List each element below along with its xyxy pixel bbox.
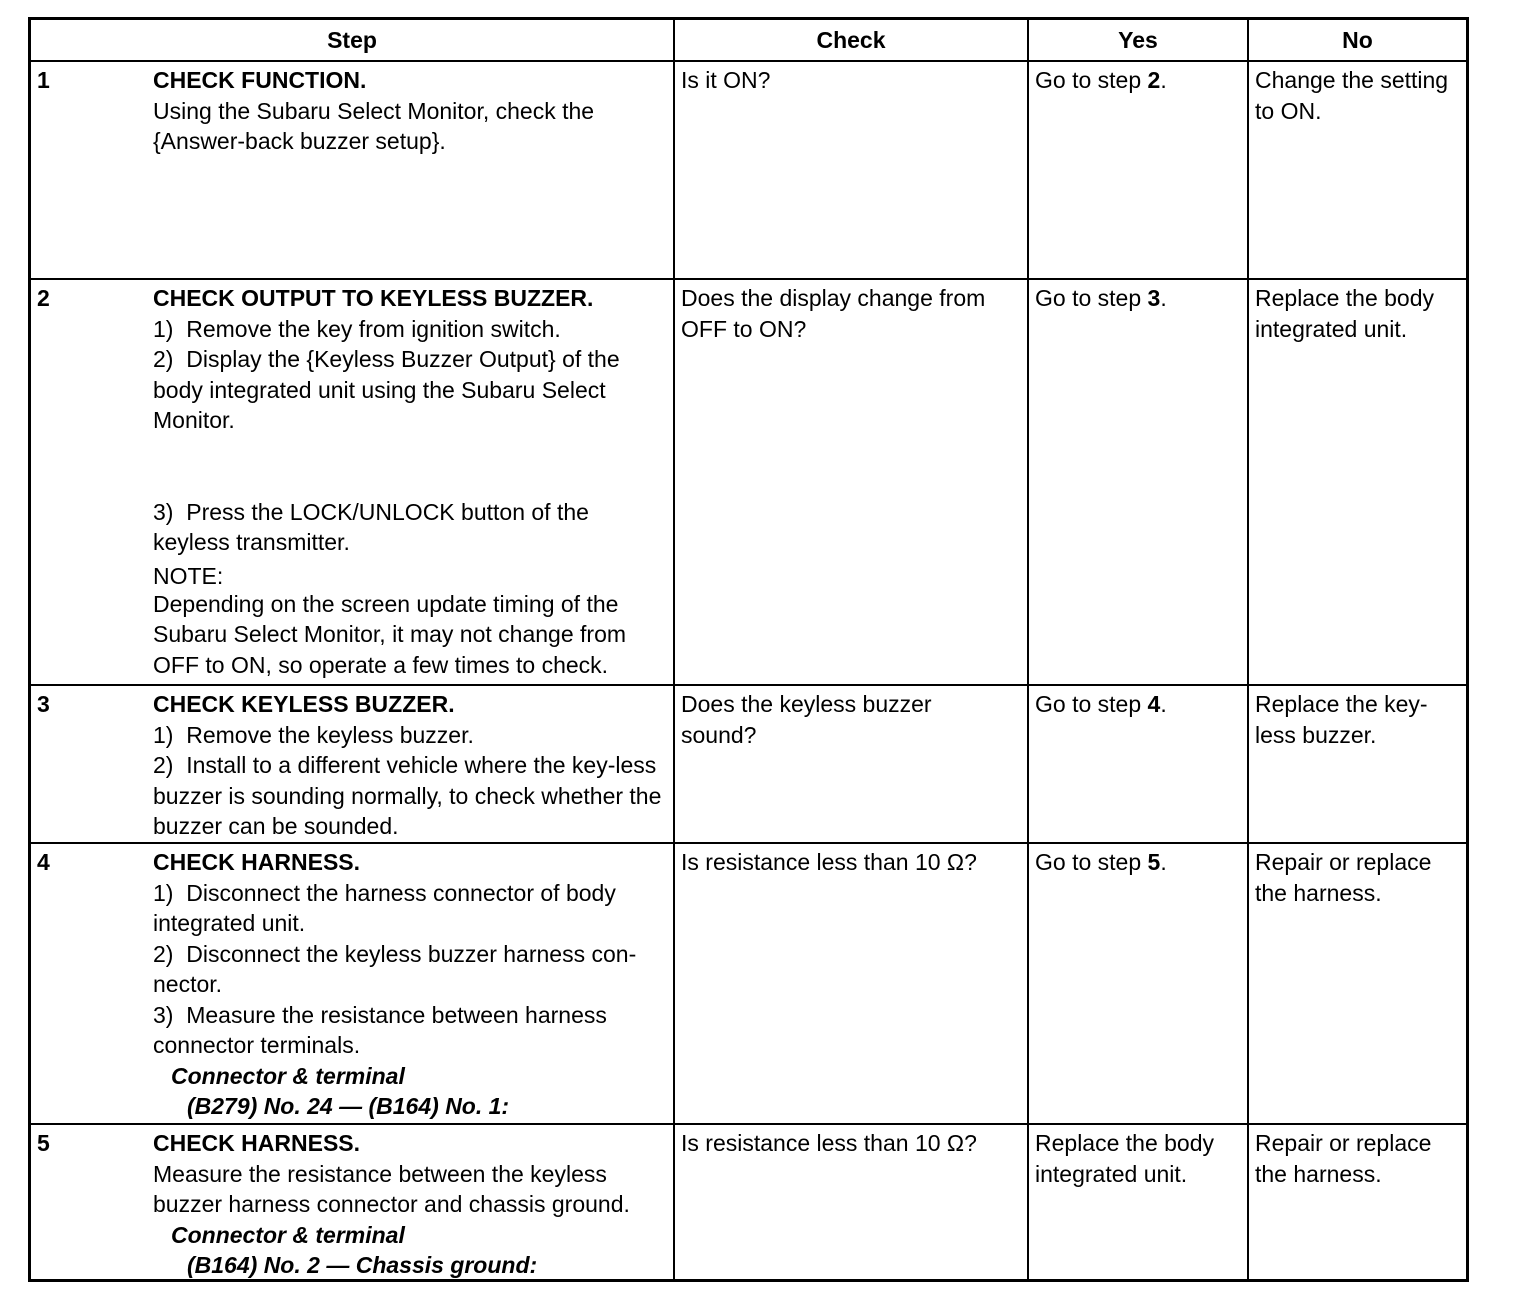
step-instruction: 2) Display the {Keyless Buzzer Output} of the body integrated unit using the Subaru Select Monitor.: [153, 346, 620, 433]
step-title: CHECK HARNESS.: [153, 1130, 361, 1156]
check-question: Does the display change from OFF to ON?: [674, 279, 1028, 685]
step-title: CHECK FUNCTION.: [153, 67, 367, 93]
no-action: Replace the body integrated unit.: [1248, 279, 1466, 685]
step-number: 3: [31, 685, 153, 843]
yes-action: [1028, 279, 1248, 685]
step-instruction: Using the Subaru Select Monitor, check the {Answer-back buzzer setup}.: [153, 97, 595, 154]
diagnostic-table: [31, 20, 1466, 1281]
yes-action: [1028, 685, 1248, 843]
no-action: Replace the key-less buzzer.: [1248, 685, 1466, 843]
step-description: [153, 843, 674, 1124]
step-instruction: 2) Disconnect the keyless buzzer harness con-nector.: [153, 940, 637, 997]
step-description: [153, 1124, 674, 1281]
step-description: [153, 279, 674, 685]
table-row-step-1: [31, 61, 1466, 279]
header-yes: Yes: [1028, 20, 1248, 61]
yes-suffix: .: [1160, 285, 1167, 311]
yes-suffix: .: [1160, 849, 1167, 875]
step-description: [153, 61, 674, 279]
check-question: Is resistance less than 10 Ω?: [674, 1124, 1028, 1281]
yes-action: [1028, 61, 1248, 279]
yes-action: Replace the body integrated unit.: [1028, 1124, 1248, 1281]
step-instruction: 1) Remove the keyless buzzer.: [153, 721, 474, 748]
yes-prefix: Go to step: [1035, 67, 1148, 93]
step-title: CHECK KEYLESS BUZZER.: [153, 691, 455, 717]
no-action: Change the setting to ON.: [1248, 61, 1466, 279]
yes-step-link: 3: [1147, 285, 1161, 311]
header-row: [31, 20, 1466, 61]
header-check: Check: [674, 20, 1028, 61]
connector-label: Connector & terminal: [171, 1062, 405, 1089]
yes-step-link: 5: [1147, 849, 1161, 875]
step-instruction: 2) Install to a different vehicle where the key-less buzzer is sounding normally, to check whether the buzzer can be sounded.: [153, 752, 662, 839]
spacer: [153, 436, 669, 497]
yes-prefix: Go to step: [1035, 285, 1148, 311]
check-question: Is it ON?: [674, 61, 1028, 279]
step-instruction: 3) Measure the resistance between harness connector terminals.: [153, 1001, 607, 1058]
yes-suffix: .: [1160, 691, 1167, 717]
step-title: CHECK HARNESS.: [153, 849, 361, 875]
step-instruction: 3) Press the LOCK/UNLOCK button of the keyless transmitter.: [153, 498, 589, 555]
connector-terminal-value: (B164) No. 2 — Chassis ground:: [187, 1252, 538, 1278]
step-description: [153, 685, 674, 843]
note-text: Depending on the screen update timing of the Subaru Select Monitor, it may not change from OFF to ON, so operate a few times to check.: [153, 590, 627, 678]
table-row-step-2: [31, 279, 1466, 685]
no-action: Repair or replace the harness.: [1248, 843, 1466, 1124]
yes-prefix: Go to step: [1035, 849, 1148, 875]
yes-action: [1028, 843, 1248, 1124]
table-row-step-5: [31, 1124, 1466, 1281]
check-question: Is resistance less than 10 Ω?: [674, 843, 1028, 1124]
table-row-step-4: [31, 843, 1466, 1124]
header-no: No: [1248, 20, 1466, 61]
step-title: CHECK OUTPUT TO KEYLESS BUZZER.: [153, 285, 594, 311]
step-number: 4: [31, 843, 153, 1124]
check-question: Does the keyless buzzer sound?: [674, 685, 1028, 843]
step-instruction: 1) Remove the key from ignition switch.: [153, 315, 561, 342]
note-label: NOTE:: [153, 562, 224, 589]
step-number: 2: [31, 279, 153, 685]
step-instruction: 1) Disconnect the harness connector of body integrated unit.: [153, 879, 616, 936]
yes-step-link: 2: [1147, 67, 1161, 93]
yes-suffix: .: [1160, 67, 1167, 93]
step-instruction: Measure the resistance between the keyless buzzer harness connector and chassis ground.: [153, 1160, 630, 1217]
header-step: Step: [31, 20, 674, 61]
step-number: 1: [31, 61, 153, 279]
no-action: Repair or replace the harness.: [1248, 1124, 1466, 1281]
yes-prefix: Go to step: [1035, 691, 1148, 717]
connector-terminal-value: (B279) No. 24 — (B164) No. 1:: [187, 1093, 510, 1119]
connector-label: Connector & terminal: [171, 1221, 405, 1248]
step-number: 5: [31, 1124, 153, 1281]
table-row-step-3: [31, 685, 1466, 843]
yes-step-link: 4: [1147, 691, 1161, 717]
diagnostic-table-sheet: [28, 17, 1469, 1282]
